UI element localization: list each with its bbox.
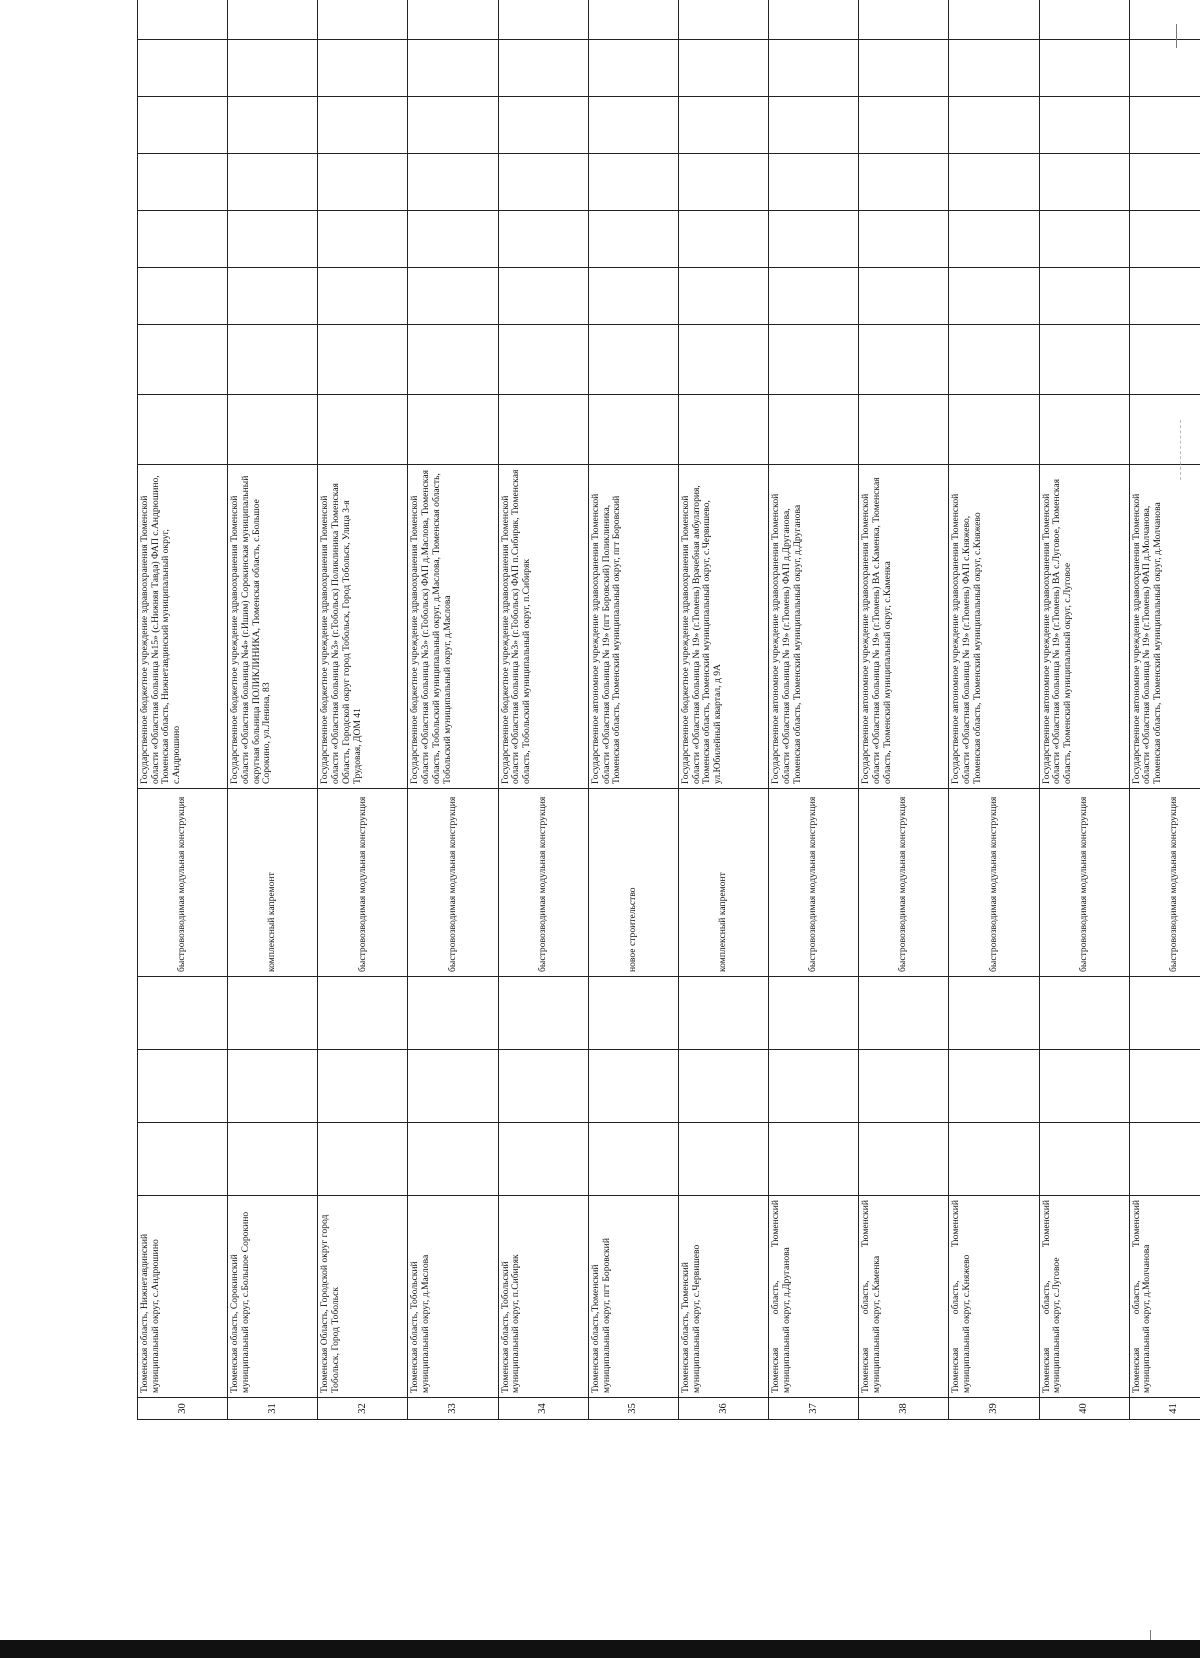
empty-cell	[1129, 268, 1200, 325]
region-cell: Тюменская область, Тюменский муниципальный округ, с.Луговое	[1039, 1196, 1129, 1398]
empty-cell	[859, 40, 949, 97]
empty-cell	[318, 97, 408, 154]
empty-cell	[949, 97, 1039, 154]
empty-cell	[318, 40, 408, 97]
empty-cell	[138, 977, 228, 1050]
empty-cell	[1129, 97, 1200, 154]
empty-cell	[859, 395, 949, 465]
empty-cell	[1129, 154, 1200, 211]
region-cell: Тюменская Область, Городской округ город Тобольск, Город Тобольск	[318, 1196, 408, 1398]
empty-cell	[408, 211, 498, 268]
organization-cell: Государственное автономное учреждение здравоохранения Тюменской области «Областная больница № 19» (пгт Боровский) Поликлиника, Тюменская область, Тюменский муниципальный округ, пгт Боровский	[588, 465, 678, 789]
work-type-cell: новое строительство	[588, 789, 678, 977]
row-number: 32	[318, 1398, 408, 1420]
work-type-cell: быстровозводимая модульная конструкция	[318, 789, 408, 977]
empty-cell	[1129, 1050, 1200, 1123]
empty-cell	[1129, 1123, 1200, 1196]
empty-cell	[949, 325, 1039, 395]
work-type-cell: быстровозводимая модульная конструкция	[859, 789, 949, 977]
empty-cell	[228, 1050, 318, 1123]
table-row	[769, 0, 859, 1420]
empty-cell	[498, 211, 588, 268]
row-number: 41	[1129, 1398, 1200, 1420]
row-number: 39	[949, 1398, 1039, 1420]
empty-cell	[769, 977, 859, 1050]
empty-cell	[408, 325, 498, 395]
empty-cell	[1039, 1123, 1129, 1196]
empty-cell	[228, 97, 318, 154]
empty-cell	[318, 977, 408, 1050]
work-type-cell: быстровозводимая модульная конструкция	[769, 789, 859, 977]
empty-cell	[678, 325, 768, 395]
empty-cell	[318, 1123, 408, 1196]
empty-cell	[498, 977, 588, 1050]
empty-cell	[1129, 0, 1200, 40]
empty-cell	[588, 1123, 678, 1196]
empty-cell	[138, 325, 228, 395]
region-cell: Тюменская область, Тюменский муниципальный округ, с.Каменка	[859, 1196, 949, 1398]
empty-cell	[1039, 0, 1129, 40]
empty-cell	[949, 977, 1039, 1050]
region-cell: Тюменская область, Сорокинский муниципальный округ, с.Большое Сорокино	[228, 1196, 318, 1398]
empty-cell	[769, 0, 859, 40]
empty-cell	[318, 268, 408, 325]
empty-cell	[588, 395, 678, 465]
work-type-cell: быстровозводимая модульная конструкция	[1129, 789, 1200, 977]
organization-cell: Государственное автономное учреждение здравоохранения Тюменской области «Областная больница № 19» (г.Тюмень) ФАП д.Молчанова, Тюменская область, Тюменский муниципальный округ, д.Молчанова	[1129, 465, 1200, 789]
empty-cell	[588, 977, 678, 1050]
empty-cell	[138, 1123, 228, 1196]
work-type-cell: быстровозводимая модульная конструкция	[408, 789, 498, 977]
empty-cell	[588, 40, 678, 97]
region-cell: Тюменская область, Тобольский муниципальный округ, д.Маслова	[408, 1196, 498, 1398]
empty-cell	[769, 268, 859, 325]
row-number: 40	[1039, 1398, 1129, 1420]
organization-cell: Государственное автономное учреждение здравоохранения Тюменской области «Областная больница № 19» (г.Тюмень) ВА с.Луговое, Тюменская область, Тюменский муниципальный округ, с.Луговое	[1039, 465, 1129, 789]
scan-artifact-line	[1176, 24, 1177, 48]
table-row	[228, 0, 318, 1420]
empty-cell	[1039, 211, 1129, 268]
empty-cell	[1039, 1050, 1129, 1123]
empty-cell	[228, 211, 318, 268]
organization-cell: Государственное бюджетное учреждение здравоохранения Тюменской области «Областная больница № 19» (г.Тюмень) Врачебная амбулатория, Тюменская область, Тюменский муниципальный округ, с.Червишево, ул.Юбилейный квартал, д 9А	[678, 465, 768, 789]
scan-artifact-dashes	[1180, 420, 1182, 480]
empty-cell	[678, 1050, 768, 1123]
table-row	[1129, 0, 1200, 1420]
empty-cell	[498, 40, 588, 97]
empty-cell	[408, 977, 498, 1050]
empty-cell	[678, 977, 768, 1050]
empty-cell	[859, 268, 949, 325]
empty-cell	[318, 0, 408, 40]
row-number: 31	[228, 1398, 318, 1420]
empty-cell	[1039, 325, 1129, 395]
table-row	[318, 0, 408, 1420]
empty-cell	[949, 1050, 1039, 1123]
empty-cell	[318, 395, 408, 465]
empty-cell	[769, 1123, 859, 1196]
empty-cell	[228, 40, 318, 97]
work-type-cell: быстровозводимая модульная конструкция	[1039, 789, 1129, 977]
empty-cell	[408, 1050, 498, 1123]
empty-cell	[769, 325, 859, 395]
region-cell: Тюменская область, Нижнетавдинский муниципальный округ, с.Андрюшино	[138, 1196, 228, 1398]
empty-cell	[678, 97, 768, 154]
empty-cell	[138, 395, 228, 465]
empty-cell	[859, 154, 949, 211]
empty-cell	[769, 154, 859, 211]
empty-cell	[769, 211, 859, 268]
empty-cell	[1129, 40, 1200, 97]
empty-cell	[408, 97, 498, 154]
empty-cell	[859, 1050, 949, 1123]
empty-cell	[949, 268, 1039, 325]
empty-cell	[588, 211, 678, 268]
empty-cell	[678, 154, 768, 211]
empty-cell	[1129, 211, 1200, 268]
organization-cell: Государственное автономное учреждение здравоохранения Тюменской области «Областная больница № 19» (г.Тюмень) ФАП с.Княжево, Тюменская область, Тюменский муниципальный округ, с.Княжево	[949, 465, 1039, 789]
empty-cell	[498, 268, 588, 325]
empty-cell	[769, 395, 859, 465]
empty-cell	[408, 0, 498, 40]
empty-cell	[138, 1050, 228, 1123]
empty-cell	[588, 1050, 678, 1123]
table-row	[138, 0, 228, 1420]
organization-cell: Государственное бюджетное учреждение здравоохранения Тюменской области «Областная больница №4» (г.Ишим) Сорокинская муниципальный округная больница ПОЛИКЛИНИКА, Тюменская область, с.Большое Сорокино, ул.Ленина, 83	[228, 465, 318, 789]
table-row	[498, 0, 588, 1420]
empty-cell	[859, 211, 949, 268]
empty-cell	[318, 325, 408, 395]
empty-cell	[498, 154, 588, 211]
empty-cell	[1129, 325, 1200, 395]
empty-cell	[949, 211, 1039, 268]
empty-cell	[769, 1050, 859, 1123]
empty-cell	[859, 1123, 949, 1196]
row-number: 37	[769, 1398, 859, 1420]
empty-cell	[1039, 97, 1129, 154]
empty-cell	[1039, 977, 1129, 1050]
empty-cell	[228, 1123, 318, 1196]
row-number: 30	[138, 1398, 228, 1420]
empty-cell	[498, 97, 588, 154]
empty-cell	[408, 154, 498, 211]
empty-cell	[678, 1123, 768, 1196]
work-type-cell: быстровозводимая модульная конструкция	[949, 789, 1039, 977]
scan-bottom-edge	[0, 1640, 1200, 1658]
table-row	[408, 0, 498, 1420]
empty-cell	[588, 0, 678, 40]
empty-cell	[228, 268, 318, 325]
empty-cell	[228, 395, 318, 465]
empty-cell	[498, 1123, 588, 1196]
table-body	[138, 0, 1200, 1420]
region-cell: Тюменская область, Тобольский муниципальный округ, п.Сибиряк	[498, 1196, 588, 1398]
empty-cell	[138, 154, 228, 211]
facilities-table	[137, 0, 1200, 1420]
region-cell: Тюменская область,Тюменский муниципальный округ, пгт Боровский	[588, 1196, 678, 1398]
empty-cell	[859, 325, 949, 395]
region-cell: Тюменская область, Тюменский муниципальный округ, с.Княжево	[949, 1196, 1039, 1398]
empty-cell	[949, 40, 1039, 97]
empty-cell	[678, 211, 768, 268]
empty-cell	[1129, 977, 1200, 1050]
organization-cell: Государственное бюджетное учреждение здравоохранения Тюменской области «Областная больница №3» (г.Тобольск) ФАП д.Маслова, Тюменская область, Тобольский муниципальный округ, д.Маслова, Тюменская область, Тобольский муниципальный округ, д.Маслова	[408, 465, 498, 789]
empty-cell	[859, 977, 949, 1050]
row-number: 33	[408, 1398, 498, 1420]
empty-cell	[949, 1123, 1039, 1196]
empty-cell	[588, 97, 678, 154]
empty-cell	[588, 325, 678, 395]
empty-cell	[678, 395, 768, 465]
work-type-cell: комплексный капремонт	[228, 789, 318, 977]
empty-cell	[138, 268, 228, 325]
empty-cell	[949, 395, 1039, 465]
row-number: 36	[678, 1398, 768, 1420]
row-number: 35	[588, 1398, 678, 1420]
empty-cell	[228, 0, 318, 40]
row-number: 34	[498, 1398, 588, 1420]
organization-cell: Государственное автономное учреждение здравоохранения Тюменской области «Областная больница № 19» (г.Тюмень) ВА с.Каменка, Тюменская область, Тюменский муниципальный округ, с.Каменка	[859, 465, 949, 789]
empty-cell	[678, 0, 768, 40]
empty-cell	[859, 0, 949, 40]
organization-cell: Государственное бюджетное учреждение здравоохранения Тюменской области «Областная больница №15» (с.Нижняя Тавда) ФАП с.Андрюшино, Тюменская область, Нижнетавдинский муниципальный округ, с.Андрюшино	[138, 465, 228, 789]
region-cell: Тюменская область, Тюменский муниципальный округ, д.Молчанова	[1129, 1196, 1200, 1398]
empty-cell	[228, 154, 318, 211]
empty-cell	[769, 97, 859, 154]
empty-cell	[1039, 395, 1129, 465]
empty-cell	[138, 40, 228, 97]
empty-cell	[228, 325, 318, 395]
empty-cell	[1039, 154, 1129, 211]
table-row	[1039, 0, 1129, 1420]
empty-cell	[1039, 268, 1129, 325]
empty-cell	[228, 977, 318, 1050]
empty-cell	[138, 97, 228, 154]
empty-cell	[498, 395, 588, 465]
empty-cell	[1039, 40, 1129, 97]
empty-cell	[318, 154, 408, 211]
empty-cell	[408, 395, 498, 465]
empty-cell	[138, 0, 228, 40]
empty-cell	[678, 268, 768, 325]
empty-cell	[859, 97, 949, 154]
empty-cell	[1129, 395, 1200, 465]
organization-cell: Государственное автономное учреждение здравоохранения Тюменской области «Областная больница № 19» (г.Тюмень) ФАП д.Друганова, Тюменская область, Тюменский муниципальный округ, д.Друганова	[769, 465, 859, 789]
empty-cell	[318, 211, 408, 268]
empty-cell	[949, 0, 1039, 40]
empty-cell	[769, 40, 859, 97]
table-row	[949, 0, 1039, 1420]
work-type-cell: быстровозводимая модульная конструкция	[138, 789, 228, 977]
table-row	[588, 0, 678, 1420]
empty-cell	[408, 1123, 498, 1196]
row-number: 38	[859, 1398, 949, 1420]
empty-cell	[408, 40, 498, 97]
empty-cell	[138, 211, 228, 268]
table-row	[859, 0, 949, 1420]
empty-cell	[949, 154, 1039, 211]
empty-cell	[588, 268, 678, 325]
rotated-table-container	[137, 73, 1200, 1420]
work-type-cell: комплексный капремонт	[678, 789, 768, 977]
empty-cell	[588, 154, 678, 211]
empty-cell	[498, 325, 588, 395]
organization-cell: Государственное бюджетное учреждение здравоохранения Тюменской области «Областная больница №3» (г.Тобольск) Поликлиника Тюменская Область, Городской округ город Тобольск, Город Тобольск, Улица 3-я Трудовая, ДОМ 41	[318, 465, 408, 789]
empty-cell	[318, 1050, 408, 1123]
organization-cell: Государственное бюджетное учреждение здравоохранения Тюменской области «Областная больница №3» (г.Тобольск) ФАП п.Сибиряк, Тюменская область, Тобольский муниципальный округ, п.Сибиряк	[498, 465, 588, 789]
region-cell: Тюменская область, Тюменский муниципальный округ, д.Друганова	[769, 1196, 859, 1398]
table-row	[678, 0, 768, 1420]
work-type-cell: быстровозводимая модульная конструкция	[498, 789, 588, 977]
empty-cell	[408, 268, 498, 325]
empty-cell	[678, 40, 768, 97]
empty-cell	[498, 0, 588, 40]
region-cell: Тюменская область, Тюменский муниципальный округ, с.Червишево	[678, 1196, 768, 1398]
empty-cell	[498, 1050, 588, 1123]
